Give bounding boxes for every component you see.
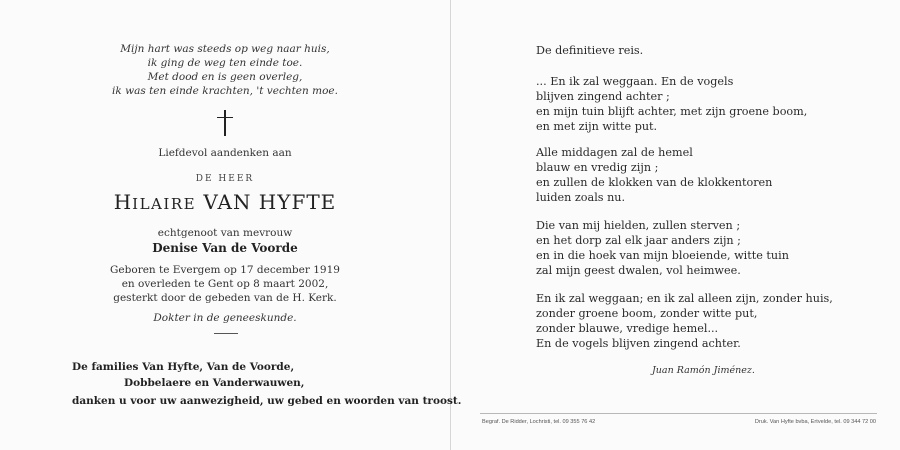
- poem-line: Met dood en is geen overleg,: [147, 71, 303, 83]
- death-line: en overleden te Gent op 8 maart 2002,: [121, 278, 329, 290]
- footer-rule: [480, 413, 877, 414]
- stanza-line: en in die hoek van mijn bloeiende, witte tuin: [536, 249, 789, 262]
- stanza-line: Alle middagen zal de hemel: [536, 146, 693, 159]
- sacrament-line: gesterkt door de gebeden van de H. Kerk.: [113, 292, 337, 304]
- stanza-line: en mijn tuin blijft achter, met zijn groene boom,: [536, 105, 808, 118]
- stanza-line: blauw en vredig zijn ;: [536, 161, 659, 174]
- footer-undertaker: Begraf. De Ridder, Lochristi, tel. 09 355 76 42: [482, 419, 596, 425]
- stanza-line: en zullen de klokken van de klokkentoren: [536, 176, 773, 189]
- fold-line: [450, 0, 451, 450]
- name-last: VAN HYFTE: [203, 190, 337, 214]
- stanza-line: blijven zingend achter ;: [536, 90, 670, 103]
- stanza-line: zonder blauwe, vredige hemel...: [536, 322, 719, 335]
- poem-title: De definitieve reis.: [536, 44, 644, 57]
- footer-printer: Druk. Van Hyfte bvba, Ertvelde, tel. 09 344 72 00: [754, 419, 876, 425]
- stanza-2: [536, 145, 772, 205]
- name-initial: H: [113, 190, 133, 214]
- poem-line: ik was ten einde krachten, 't vechten moe.: [112, 85, 338, 97]
- stanza-line: En ik zal weggaan; en ik zal alleen zijn, zonder huis,: [536, 292, 833, 305]
- thanks-line: danken u voor uw aanwezigheid, uw gebed en woorden van troost.: [72, 395, 462, 407]
- stanza-1: [536, 74, 807, 134]
- stanza-line: ... En ik zal weggaan. En de vogels: [536, 75, 734, 88]
- poem-author: Juan Ramón Jiménez.: [652, 365, 755, 376]
- divider: [214, 333, 238, 334]
- deceased-name: [0, 190, 450, 214]
- cross-icon: [217, 110, 233, 136]
- families-line-2: Dobbelaere en Vanderwauwen,: [124, 377, 305, 389]
- stanza-4: [536, 291, 833, 351]
- stanza-line: en het dorp zal elk jaar anders zijn ;: [536, 234, 741, 247]
- stanza-line: zonder groene boom, zonder witte put,: [536, 307, 758, 320]
- dedication: Liefdevol aandenken aan: [158, 147, 292, 159]
- spouse-name: Denise Van de Voorde: [152, 241, 298, 255]
- stanza-line: en met zijn witte put.: [536, 120, 658, 133]
- stanza-line: zal mijn geest dwalen, vol heimwee.: [536, 264, 741, 277]
- name-first-rest: ILAIRE: [132, 195, 197, 213]
- opening-poem: [0, 42, 450, 98]
- birth-line: Geboren te Evergem op 17 december 1919: [110, 264, 340, 276]
- stanza-line: Die van mij hielden, zullen sterven ;: [536, 219, 741, 232]
- stanza-line: luiden zoals nu.: [536, 191, 626, 204]
- families-line-1: De families Van Hyfte, Van de Voorde,: [72, 361, 295, 373]
- poem-line: Mijn hart was steeds op weg naar huis,: [120, 43, 330, 55]
- poem-line: ik ging de weg ten einde toe.: [147, 57, 303, 69]
- stanza-line: En de vogels blijven zingend achter.: [536, 337, 741, 350]
- stanza-3: [536, 218, 789, 278]
- profession: Dokter in de geneeskunde.: [153, 312, 297, 324]
- title-prefix: DE HEER: [195, 174, 255, 184]
- spouse-intro: echtgenoot van mevrouw: [157, 227, 293, 239]
